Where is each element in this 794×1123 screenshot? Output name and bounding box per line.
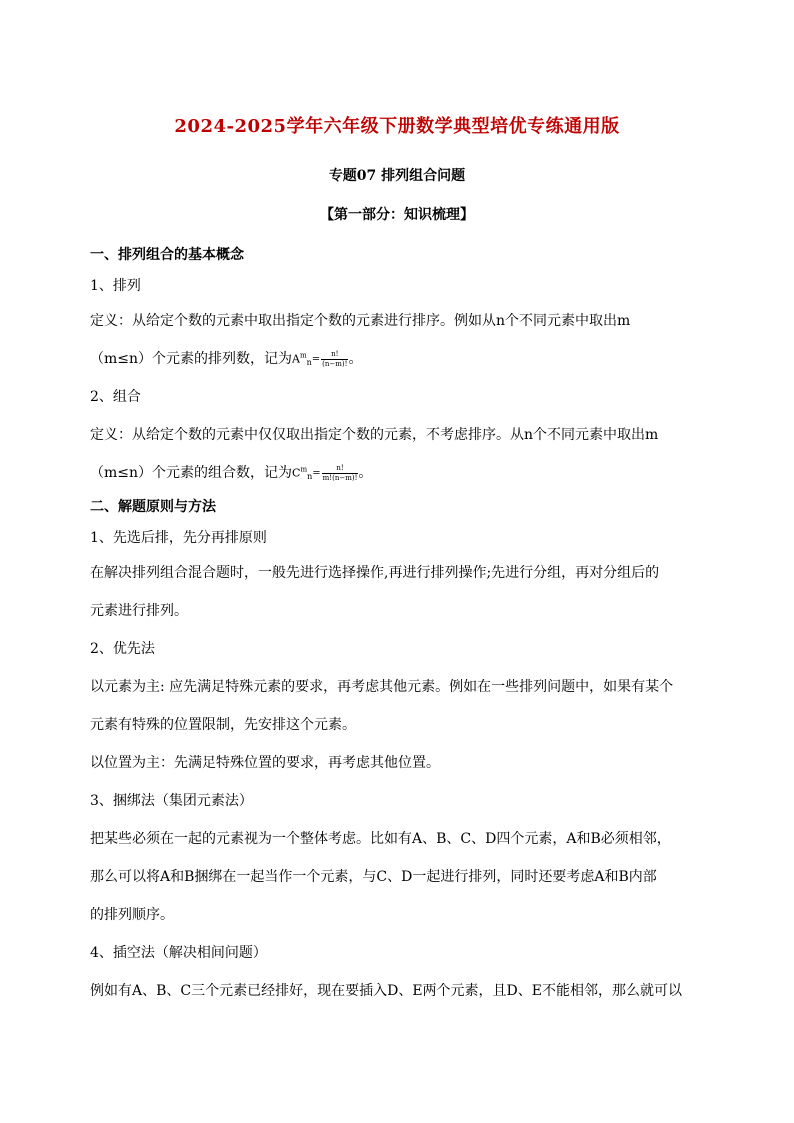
method1-line2: 元素进行排列。: [90, 603, 188, 619]
document-body: [90, 240, 710, 1010]
formula-fraction: [322, 464, 359, 483]
section-heading-basic-concepts: 一、排列组合的基本概念: [90, 247, 244, 263]
formula-numerator: n!: [322, 464, 359, 474]
formula-subscript: n: [306, 357, 312, 367]
part-label: 【第一部分：知识梳理】: [320, 207, 474, 223]
method2-label: 2、优先法: [90, 641, 155, 657]
method3-line2: 那么可以将A和B捆绑在一起当作一个元素，与C、D一起进行排列，同时还要考虑A和B内部: [90, 869, 657, 885]
method3-line1: 把某些必须在一起的元素视为一个整体考虑。比如有A、B、C、D四个元素，A和B必须相邻，: [90, 831, 671, 847]
method2-line2: 元素有特殊的位置限制，先安排这个元素。: [90, 717, 356, 733]
formula-symbol-c: C: [292, 466, 301, 479]
arrangement-formula: [292, 350, 348, 369]
method4-line1: 例如有A、B、C三个元素已经排好，现在要插入D、E两个元素，且D、E不能相邻，那么就可以: [90, 983, 682, 999]
method3-label: 3、捆绑法（集团元素法）: [90, 793, 253, 809]
subheading-combination: 2、组合: [90, 389, 141, 405]
formula-equals: =: [312, 467, 321, 479]
formula-equals: =: [311, 353, 321, 365]
formula-superscript: m: [300, 465, 308, 474]
formula-subscript: n: [307, 471, 313, 481]
formula-denominator: m!(n−m)!: [322, 473, 358, 482]
formula-denominator: (n−m)!: [322, 359, 348, 368]
method4-label: 4、插空法（解决相间问题）: [90, 945, 267, 961]
topic-subtitle: 专题07 排列组合问题: [328, 168, 466, 184]
arrangement-definition-end: 。: [348, 351, 363, 367]
section-heading-methods: 二、解题原则与方法: [90, 499, 216, 515]
combination-formula: [292, 464, 358, 483]
method3-line3: 的排列顺序。: [90, 907, 174, 923]
formula-numerator: n!: [321, 350, 348, 360]
subheading-arrangement: 1、排列: [90, 278, 141, 294]
arrangement-definition-line2: [90, 340, 710, 378]
document-title: 2024-2025学年六年级下册数学典型培优专练通用版: [174, 116, 620, 137]
method1-line1: 在解决排列组合混合题时，一般先进行选择操作,再进行排列操作;先进行分组，再对分组后的: [90, 565, 660, 581]
formula-fraction: [321, 350, 348, 369]
method1-label: 1、先选后排，先分再排原则: [90, 530, 267, 546]
combination-definition-end: 。: [358, 465, 373, 481]
formula-symbol-a: A: [292, 352, 300, 365]
method2-line3: 以位置为主：先满足特殊位置的要求，再考虑其他位置。: [90, 755, 440, 771]
arrangement-definition-line1: 定义：从给定个数的元素中取出指定个数的元素进行排序。例如从n个不同元素中取出m: [90, 313, 631, 329]
combination-definition-text: （m≤n）个元素的组合数，记为: [90, 465, 293, 481]
combination-definition-line2: [90, 454, 710, 492]
combination-definition-line1: 定义：从给定个数的元素中仅仅取出指定个数的元素，不考虑排序。从n个不同元素中取出m: [90, 427, 659, 443]
method2-line1: 以元素为主: 应先满足特殊元素的要求，再考虑其他元素。例如在一些排列问题中，如果有某个: [90, 679, 674, 695]
arrangement-definition-text: （m≤n）个元素的排列数，记为: [90, 351, 293, 367]
formula-superscript: m: [299, 351, 307, 360]
